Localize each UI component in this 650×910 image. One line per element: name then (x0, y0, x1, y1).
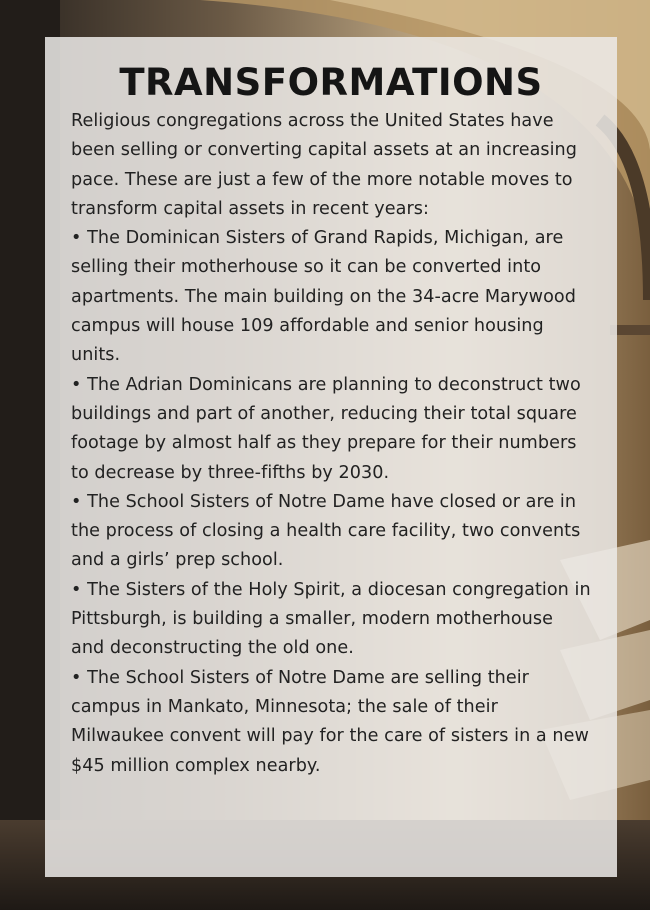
bullet-item: • The Adrian Dominicans are planning to deconstruct two buildings and part of another, reducing their total square footage by almost half as they prepare for their numbers to decrease by three-fifths by 2030. (71, 374, 581, 483)
article-panel (45, 37, 617, 877)
article-title: TRANSFORMATIONS (119, 61, 543, 104)
bullet-item: • The School Sisters of Notre Dame are selling their campus in Mankato, Minnesota; the sale of their Milwaukee convent will pay for the care of sisters in a new $45 million complex nearby. (71, 667, 589, 776)
article-body (71, 107, 591, 781)
bullet-item: • The School Sisters of Notre Dame have closed or are in the process of closing a health care facility, two convents and a girls’ prep school. (71, 491, 581, 571)
bullet-item: • The Sisters of the Holy Spirit, a diocesan congregation in Pittsburgh, is building a smaller, modern motherhouse and deconstructing the old one. (71, 579, 591, 659)
article-intro: Religious congregations across the United States have been selling or converting capital assets at an increasing pace. These are just a few of the more notable moves to transform capital assets in recent years: (71, 111, 577, 219)
bullet-item: • The Dominican Sisters of Grand Rapids, Michigan, are selling their motherhouse so it can be converted into apartments. The main building on the 34-acre Marywood campus will house 109 affordable and senior housing units. (71, 228, 576, 366)
